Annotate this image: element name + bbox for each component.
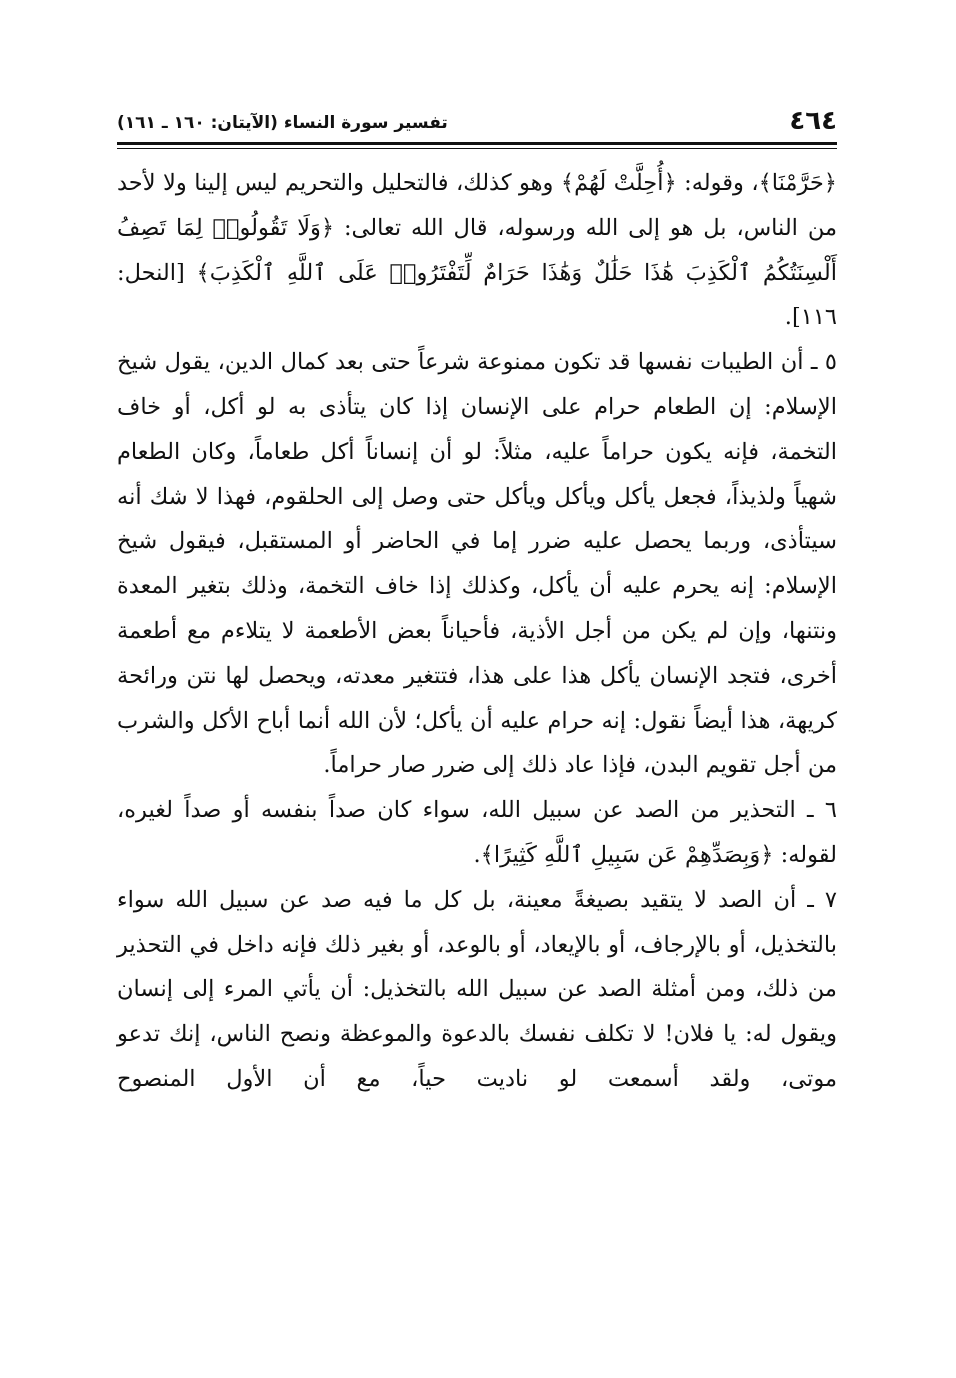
page-header bbox=[117, 92, 837, 136]
paragraph-2: ٥ ـ أن الطيبات نفسها قد تكون ممنوعة شرعاً حتى بعد كمال الدين، يقول شيخ الإسلام: إن الطعام حرام على الإنسان إذا كان يتأذى به لو أكل، أو خاف التخمة، فإنه يكون حراماً عليه، مثلاً: لو أن إنساناً أكل طعاماً، وكان الطعام شهياً ولذيذاً، فجعل يأكل ويأكل ويأكل حتى وصل إلى الحلقوم، فهذا لا شك أنه سيتأذى، وربما يحصل عليه ضرر إما في الحاضر أو المستقبل، فيقول شيخ الإسلام: إنه يحرم عليه أن يأكل، وكذلك إذا خاف التخمة، وذلك بتغير المعدة ونتنها، وإن لم يكن من أجل الأذية، فأحياناً بعض الأطعمة لا يتلاءم مع أطعمة أخرى، فتجد الإنسان يأكل هذا على هذا، فتتغير معدته، ويحصل لها نتن ورائحة كريهة، هذا أيضاً نقول: إنه حرام عليه أن يأكل؛ لأن الله أنما أباح الأكل والشرب من أجل تقويم البدن، فإذا عاد ذلك إلى ضرر صار حراماً. bbox=[117, 349, 837, 779]
book-page bbox=[117, 92, 837, 1322]
paragraph-4: ٧ ـ أن الصد لا يتقيد بصيغةً معينة، بل كل ما فيه صد عن سبيل الله سواء بالتخذيل، أو بالإرجاف، أو بالإيعاد، أو بالوعد، أو بغير ذلك فإنه داخل في التحذير من ذلك، ومن أمثلة الصد عن سبيل الله بالتخذيل: أن يأتي المرء إلى إنسان ويقول له: يا فلان! لا تكلف نفسك بالدعوة والموعظة ونصح الناس، إنك تدعو موتى، ولقد أسمعت لو ناديت حياً، مع أن الأول المنصوح bbox=[117, 886, 837, 1092]
page-body bbox=[117, 161, 837, 1102]
running-title: تفسير سورة النساء (الآيتان: ١٦٠ ـ ١٦١) bbox=[117, 113, 448, 133]
header-rule-thin bbox=[117, 148, 837, 149]
paragraph-1: ﴿حَرَّمْنَا﴾، وقوله: ﴿أُحِلَّتْ لَهُمْ﴾ وهو كذلك، فالتحليل والتحريم ليس إلينا ولا لأحد من الناس، بل هو إلى الله ورسوله، قال الله تعالى: ﴿وَلَا تَقُولُوا۟ لِمَا تَصِفُ أَلْسِنَتُكُمُ ٱلْكَذِبَ هَٰذَا حَلَٰلٌ وَهَٰذَا حَرَامٌ لِّتَفْتَرُوا۟ عَلَى ٱللَّهِ ٱلْكَذِبَ﴾ [النحل: ١١٦]. bbox=[117, 170, 837, 331]
header-rule-thick bbox=[117, 142, 837, 145]
paragraph-3: ٦ ـ التحذير من الصد عن سبيل الله، سواء كان صداً بنفسه أو صداً لغيره، لقوله: ﴿وَبِصَدِّهِمْ عَن سَبِيلِ ٱللَّهِ كَثِيرًا﴾. bbox=[117, 797, 837, 868]
page-number: ٤٦٤ bbox=[789, 106, 837, 136]
